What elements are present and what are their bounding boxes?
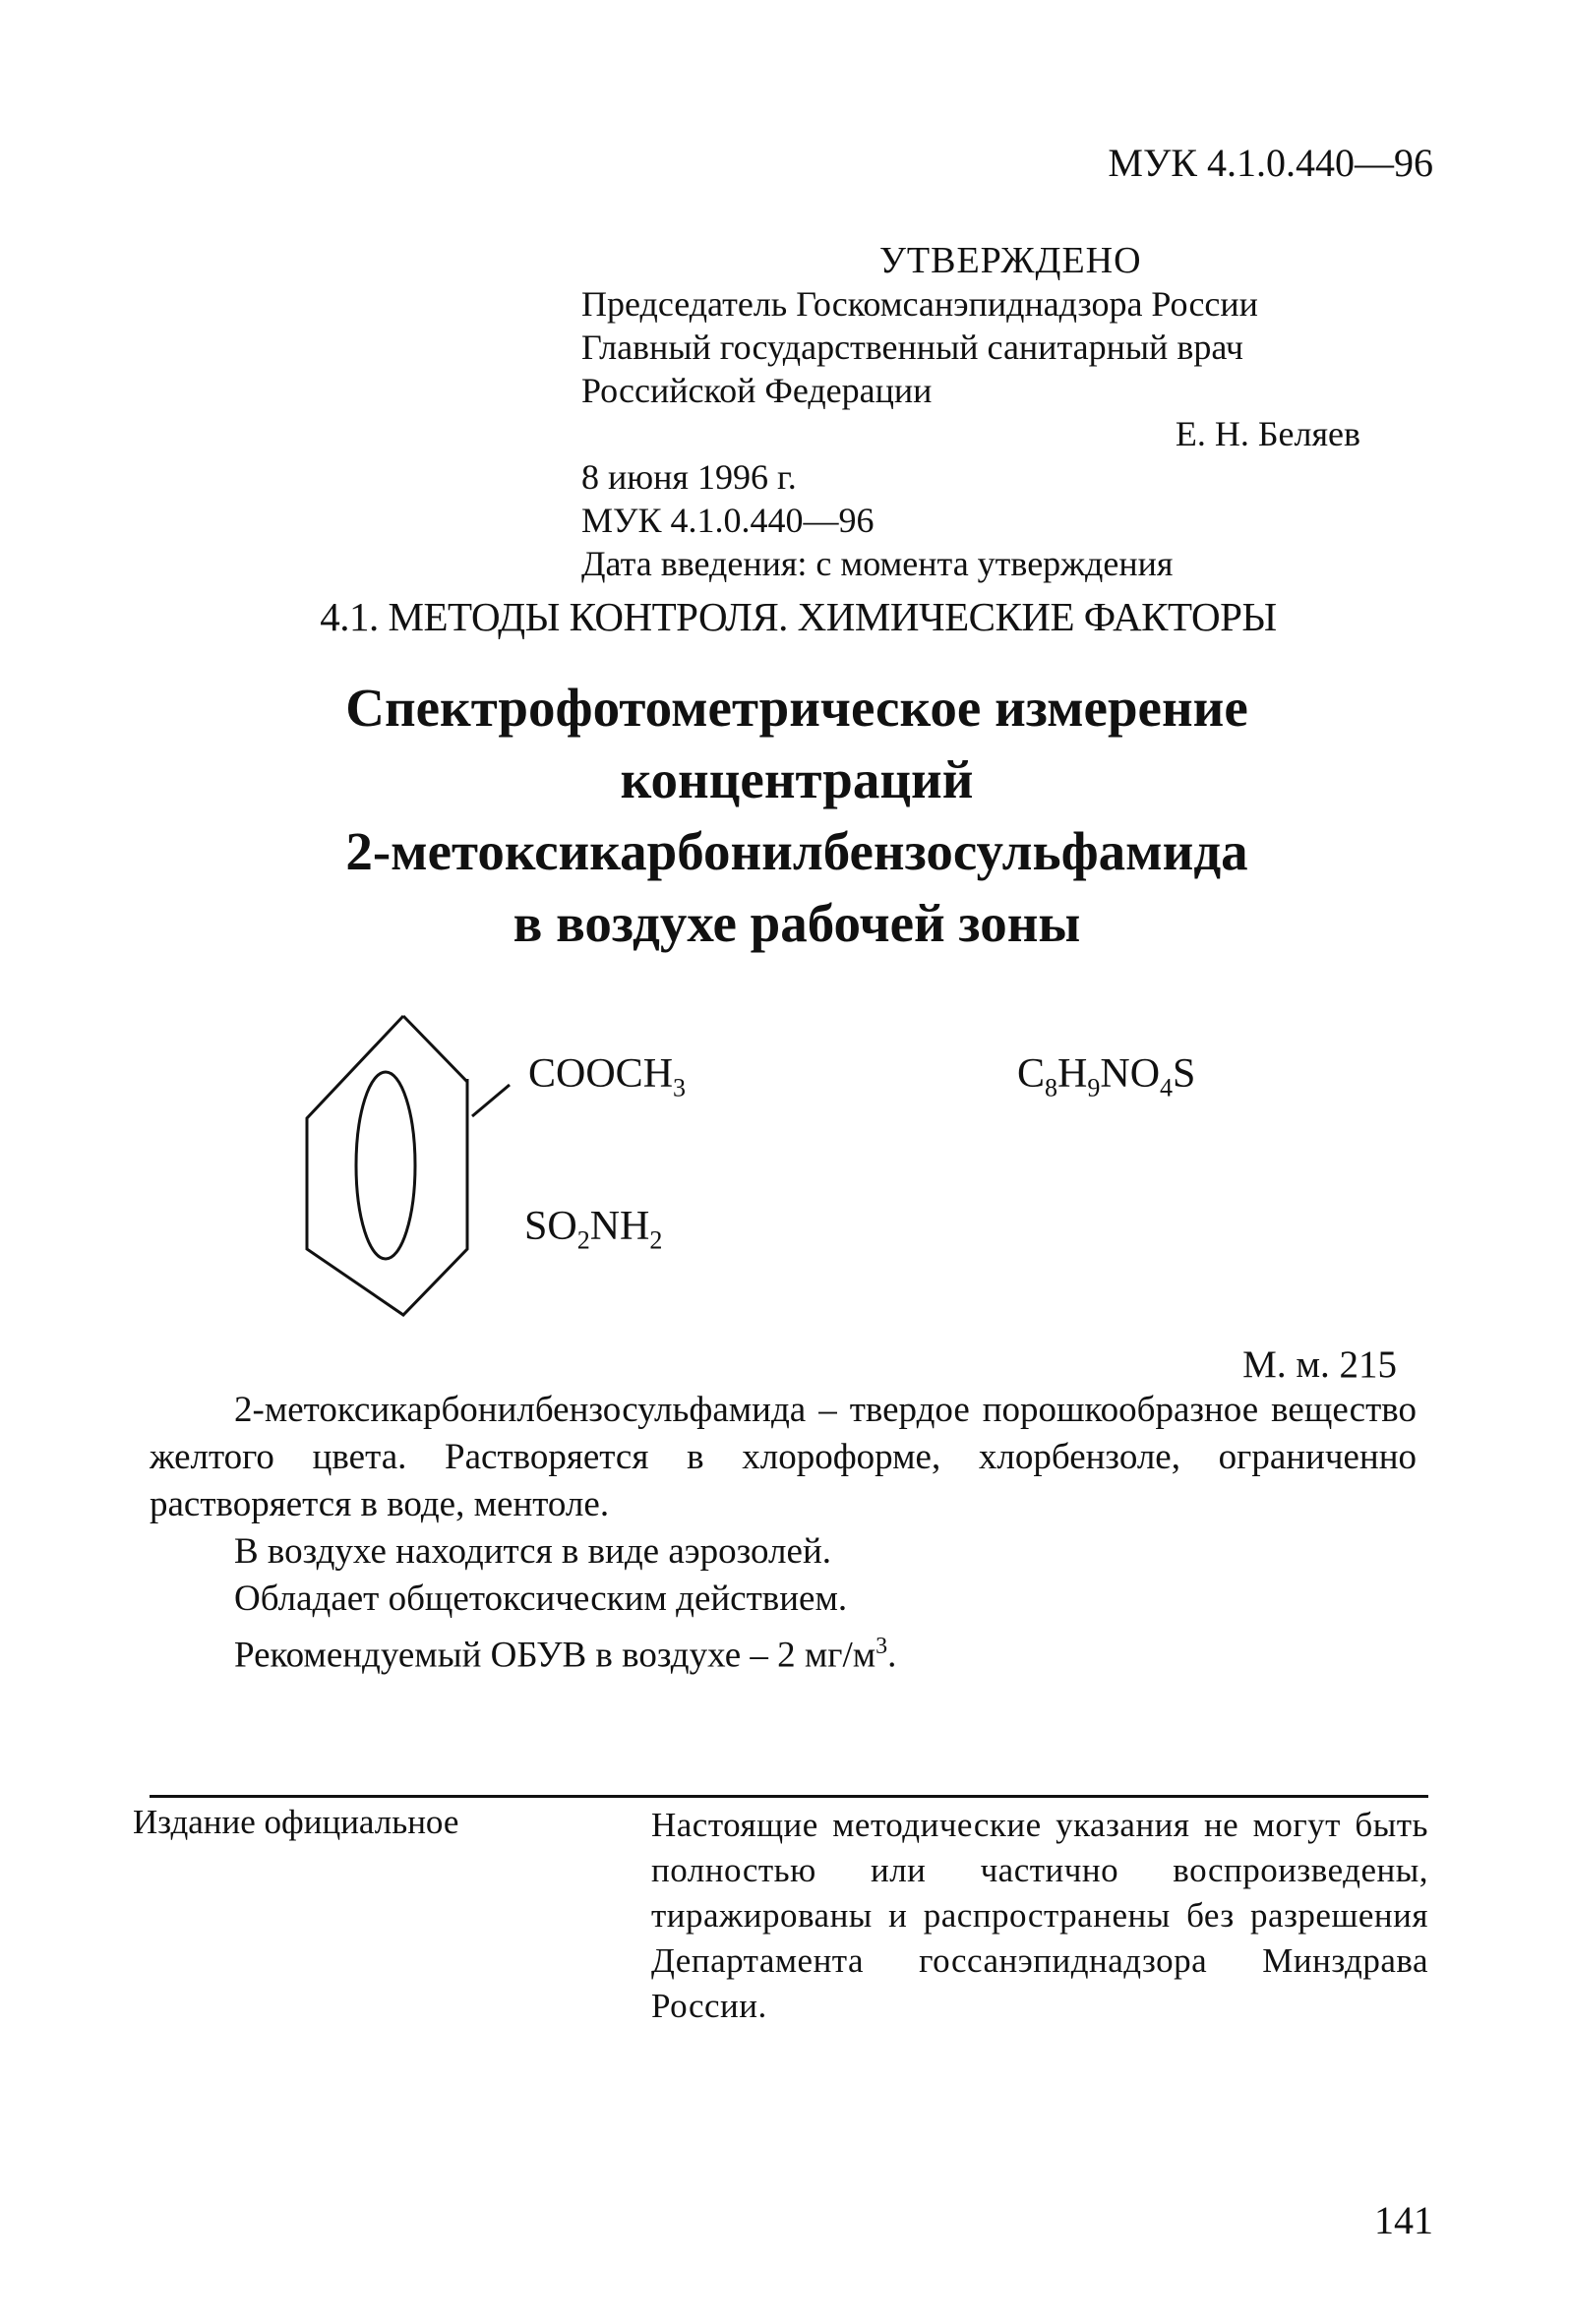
copyright-notice: Настоящие методические указания не могут быть полностью или частично воспроизведены, тиражированы и распространены без разрешения Департамента госсанэпиднадзора Минздрава России. bbox=[651, 1806, 1428, 2025]
approver-name: Е. Н. Беляев bbox=[1175, 414, 1360, 453]
title-line-4: в воздухе рабочей зоны bbox=[513, 893, 1081, 953]
aerosol-paragraph: В воздухе находится в виде аэрозолей. bbox=[234, 1531, 831, 1572]
title-line-3: 2-метоксикарбонилбензосульфамида bbox=[345, 821, 1248, 881]
approver-position-line-2: Главный государственный санитарный врач bbox=[581, 328, 1243, 367]
document-title bbox=[0, 672, 1569, 959]
toxicity-paragraph: Обладает общетоксическим действием. bbox=[234, 1579, 848, 1619]
approval-date: 8 июня 1996 г. bbox=[581, 457, 797, 497]
substituent-bond bbox=[472, 1085, 510, 1116]
effective-date: Дата введения: с момента утверждения bbox=[581, 544, 1174, 583]
title-line-2: концентраций bbox=[620, 749, 974, 809]
substance-description bbox=[150, 1387, 1417, 1679]
approval-block bbox=[581, 239, 1398, 585]
molecular-mass: М. м. 215 bbox=[1242, 1343, 1397, 1386]
benzene-ring-structure bbox=[295, 1008, 531, 1323]
approved-heading: УТВЕРЖДЕНО bbox=[879, 240, 1142, 281]
approval-doc-code: МУК 4.1.0.440—96 bbox=[581, 501, 875, 540]
section-header: 4.1. МЕТОДЫ КОНТРОЛЯ. ХИМИЧЕСКИЕ ФАКТОРЫ bbox=[320, 594, 1277, 639]
page-number: 141 bbox=[1374, 2198, 1433, 2242]
approver-position-line-3: Российской Федерации bbox=[581, 371, 933, 410]
ring-outline bbox=[307, 1016, 467, 1315]
doc-code-header: МУК 4.1.0.440—96 bbox=[1108, 141, 1433, 185]
substituent-so2nh2: $SO_2NH_2$ bbox=[524, 1204, 663, 1255]
approver-position-line-1: Председатель Госкомсанэпиднадзора России bbox=[581, 284, 1258, 324]
title-line-1: Спектрофотометрическое измерение bbox=[345, 678, 1248, 738]
official-edition-label: Издание официальное bbox=[133, 1803, 459, 1841]
obuv-paragraph: Рекомендуемый ОБУВ в воздухе – 2 $мг/м^3$. bbox=[234, 1634, 897, 1676]
footer-divider bbox=[150, 1795, 1428, 1798]
substituent-cooch3: $COOCH_3$ bbox=[528, 1051, 687, 1102]
description-paragraph: 2-метоксикарбонилбензосульфамида – твердое порошкообразное вещество желтого цвета. Растворяется в хлороформе, хлорбензоле, ограниченно растворяется в воде, ментоле. bbox=[150, 1390, 1417, 1524]
ring-aromatic-circle bbox=[356, 1072, 415, 1259]
molecular-formula: $C_8H_9NO_4S$ bbox=[1017, 1051, 1196, 1102]
